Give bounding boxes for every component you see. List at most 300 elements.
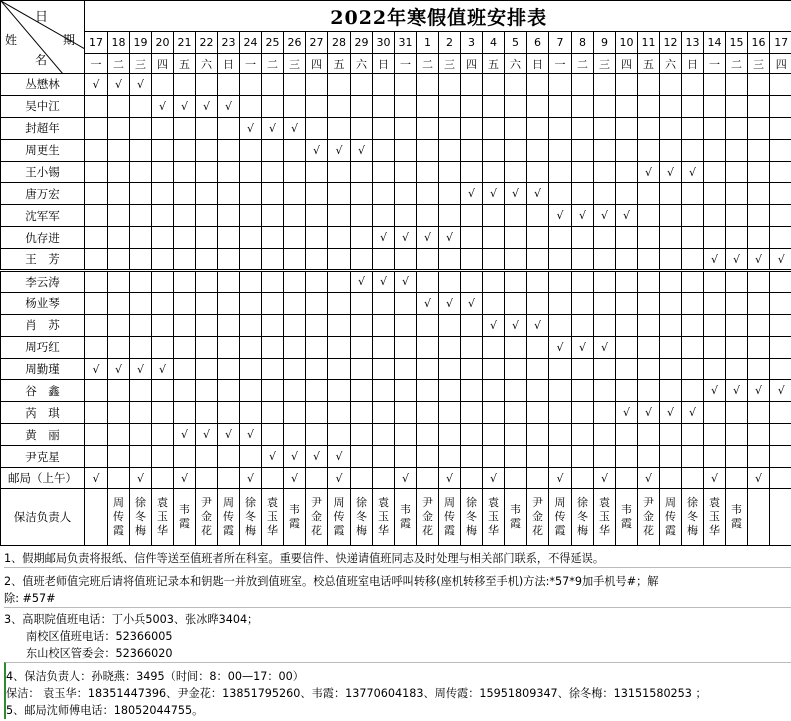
duty-cell <box>770 402 791 424</box>
duty-cell <box>351 249 373 271</box>
cleaning-person-name: 韦霞 <box>510 503 521 531</box>
staff-row <box>1 74 791 96</box>
duty-cell <box>85 161 108 183</box>
duty-check-mark: √ <box>218 95 240 117</box>
duty-cell <box>395 336 417 358</box>
duty-cell <box>351 227 373 249</box>
duty-cell <box>660 424 682 446</box>
date-cell: 6 <box>527 32 549 54</box>
duty-cell <box>218 205 240 227</box>
duty-cell <box>328 271 351 293</box>
staff-row <box>1 117 791 139</box>
cleaning-person <box>660 489 682 546</box>
duty-cell <box>549 139 572 161</box>
duty-cell <box>373 74 395 96</box>
duty-cell <box>505 271 527 293</box>
duty-cell <box>240 161 262 183</box>
duty-cell <box>395 205 417 227</box>
duty-cell <box>616 271 638 293</box>
cleaning-person <box>306 489 328 546</box>
duty-check-mark: √ <box>284 468 306 489</box>
duty-cell <box>483 74 505 96</box>
duty-cell <box>130 271 152 293</box>
duty-cell <box>638 271 660 293</box>
duty-cell <box>505 336 527 358</box>
cleaning-person-name: 韦霞 <box>289 503 300 531</box>
staff-row <box>1 314 791 336</box>
duty-cell <box>461 139 483 161</box>
weekday-cell: 六 <box>660 54 682 74</box>
duty-cell <box>284 380 306 402</box>
duty-cell <box>594 314 616 336</box>
duty-cell <box>726 292 748 314</box>
duty-cell <box>196 468 218 489</box>
duty-cell <box>748 205 770 227</box>
duty-cell <box>616 336 638 358</box>
weekday-cell: 五 <box>638 54 660 74</box>
duty-cell <box>284 183 306 205</box>
duty-check-mark: √ <box>770 380 791 402</box>
note-4-line-2: 保洁： 袁玉华：18351447396、尹金花：13851795260、韦霞：13770604183、周传霞：15951809347、徐冬梅：13151580253 ； <box>4 685 791 702</box>
date-cell: 29 <box>351 32 373 54</box>
cleaning-person-name: 周传霞 <box>554 496 566 538</box>
duty-cell <box>549 292 572 314</box>
duty-cell <box>439 424 461 446</box>
duty-cell <box>461 249 483 271</box>
duty-cell <box>549 183 572 205</box>
duty-cell <box>130 380 152 402</box>
staff-name: 尹克星 <box>1 446 85 468</box>
weekday-cell: 一 <box>395 54 417 74</box>
duty-cell <box>439 336 461 358</box>
duty-cell <box>417 424 439 446</box>
duty-check-mark: √ <box>130 358 152 380</box>
duty-cell <box>594 271 616 293</box>
duty-cell <box>130 446 152 468</box>
duty-cell <box>682 358 704 380</box>
duty-cell <box>218 402 240 424</box>
duty-cell <box>196 74 218 96</box>
duty-check-mark: √ <box>439 227 461 249</box>
duty-check-mark: √ <box>284 446 306 468</box>
staff-row <box>1 95 791 117</box>
duty-cell <box>660 205 682 227</box>
duty-cell <box>770 271 791 293</box>
duty-cell <box>770 183 791 205</box>
duty-cell <box>373 336 395 358</box>
duty-cell <box>174 161 196 183</box>
duty-cell <box>351 336 373 358</box>
duty-cell <box>174 117 196 139</box>
duty-cell <box>704 139 726 161</box>
duty-check-mark: √ <box>174 424 196 446</box>
staff-row <box>1 183 791 205</box>
duty-cell <box>660 249 682 271</box>
duty-cell <box>306 117 328 139</box>
duty-cell <box>373 117 395 139</box>
staff-row <box>1 227 791 249</box>
duty-check-mark: √ <box>549 205 572 227</box>
cleaning-person <box>152 489 174 546</box>
duty-cell <box>726 314 748 336</box>
duty-cell <box>748 271 770 293</box>
duty-cell <box>417 117 439 139</box>
duty-cell <box>196 139 218 161</box>
duty-cell <box>594 402 616 424</box>
duty-cell <box>594 292 616 314</box>
duty-cell <box>704 271 726 293</box>
duty-cell <box>373 139 395 161</box>
duty-cell <box>218 358 240 380</box>
duty-cell <box>262 424 284 446</box>
duty-cell <box>152 336 174 358</box>
duty-cell <box>549 74 572 96</box>
duty-cell <box>726 205 748 227</box>
duty-cell <box>306 95 328 117</box>
duty-cell <box>262 336 284 358</box>
weekday-cell: 四 <box>616 54 638 74</box>
weekday-cell: 四 <box>152 54 174 74</box>
duty-cell <box>262 292 284 314</box>
duty-cell <box>174 402 196 424</box>
duty-cell <box>682 424 704 446</box>
duty-cell <box>351 292 373 314</box>
cleaning-person <box>527 489 549 546</box>
duty-cell <box>549 271 572 293</box>
duty-cell <box>351 95 373 117</box>
duty-cell <box>108 336 130 358</box>
cleaning-person <box>373 489 395 546</box>
duty-cell <box>638 74 660 96</box>
duty-cell <box>306 358 328 380</box>
duty-cell <box>240 249 262 271</box>
corner-label-day: 日 <box>35 10 49 25</box>
duty-check-mark: √ <box>240 117 262 139</box>
duty-cell <box>130 336 152 358</box>
duty-cell <box>240 74 262 96</box>
date-cell: 14 <box>704 32 726 54</box>
duty-cell <box>660 446 682 468</box>
duty-cell <box>483 227 505 249</box>
duty-cell <box>572 402 594 424</box>
cleaning-person-name: 徐冬梅 <box>245 496 256 538</box>
duty-check-mark: √ <box>638 402 660 424</box>
duty-check-mark: √ <box>373 227 395 249</box>
duty-cell <box>152 380 174 402</box>
cleaning-person-name: 尹金花 <box>643 496 654 538</box>
weekday-cell: 二 <box>726 54 748 74</box>
duty-cell <box>726 183 748 205</box>
date-cell: 5 <box>505 32 527 54</box>
duty-cell <box>85 249 108 271</box>
duty-cell <box>549 249 572 271</box>
duty-check-mark: √ <box>85 74 108 96</box>
duty-cell <box>527 74 549 96</box>
duty-cell <box>616 227 638 249</box>
duty-cell <box>594 183 616 205</box>
duty-cell <box>351 117 373 139</box>
duty-check-mark: √ <box>572 205 594 227</box>
duty-check-mark: √ <box>240 468 262 489</box>
duty-cell <box>439 74 461 96</box>
weekday-cell: 一 <box>704 54 726 74</box>
cleaning-person-name: 徐冬梅 <box>466 496 477 538</box>
duty-cell <box>328 292 351 314</box>
note-3-line-3: 东山校区管委会：52366020 <box>26 647 173 661</box>
staff-name: 肖 苏 <box>1 314 85 336</box>
cleaning-person-name: 徐冬梅 <box>135 496 146 538</box>
weekday-cell: 六 <box>351 54 373 74</box>
cleaning-person-name: 周传霞 <box>665 496 676 538</box>
duty-cell <box>660 358 682 380</box>
duty-cell <box>770 74 791 96</box>
duty-cell <box>505 117 527 139</box>
duty-cell <box>395 424 417 446</box>
duty-cell <box>174 314 196 336</box>
duty-cell <box>152 292 174 314</box>
duty-check-mark: √ <box>594 336 616 358</box>
duty-cell <box>704 336 726 358</box>
date-cell: 18 <box>108 32 130 54</box>
duty-cell <box>417 95 439 117</box>
duty-cell <box>483 358 505 380</box>
duty-cell <box>85 402 108 424</box>
duty-cell <box>395 446 417 468</box>
weekday-cell: 一 <box>85 54 108 74</box>
duty-cell <box>748 95 770 117</box>
duty-cell <box>594 358 616 380</box>
cleaning-person <box>748 489 770 546</box>
duty-cell <box>328 358 351 380</box>
duty-check-mark: √ <box>108 358 130 380</box>
cleaning-person-name: 徐冬梅 <box>577 496 588 538</box>
cleaning-person <box>351 489 373 546</box>
duty-cell <box>483 446 505 468</box>
duty-cell <box>527 117 549 139</box>
duty-cell <box>748 139 770 161</box>
duty-cell <box>351 314 373 336</box>
duty-cell <box>373 161 395 183</box>
cleaning-person-name: 尹金花 <box>422 496 433 538</box>
staff-name: 杨业琴 <box>1 292 85 314</box>
date-cell: 11 <box>638 32 660 54</box>
duty-cell <box>572 117 594 139</box>
duty-cell <box>461 95 483 117</box>
duty-cell <box>483 292 505 314</box>
duty-cell <box>262 402 284 424</box>
duty-cell <box>483 424 505 446</box>
duty-cell <box>174 358 196 380</box>
duty-cell <box>174 380 196 402</box>
duty-cell <box>439 271 461 293</box>
duty-cell <box>284 402 306 424</box>
duty-cell <box>85 139 108 161</box>
duty-check-mark: √ <box>483 183 505 205</box>
cleaning-person-name: 韦霞 <box>731 503 742 531</box>
duty-check-mark: √ <box>483 314 505 336</box>
duty-cell <box>85 424 108 446</box>
cleaning-person <box>174 489 196 546</box>
duty-cell <box>638 205 660 227</box>
duty-cell <box>704 183 726 205</box>
cleaning-person <box>417 489 439 546</box>
duty-cell <box>196 380 218 402</box>
duty-cell <box>638 117 660 139</box>
duty-cell <box>770 292 791 314</box>
weekday-cell: 日 <box>373 54 395 74</box>
duty-cell <box>726 74 748 96</box>
duty-check-mark: √ <box>373 271 395 293</box>
duty-cell <box>395 139 417 161</box>
duty-cell <box>152 446 174 468</box>
duty-cell <box>505 358 527 380</box>
duty-cell <box>726 424 748 446</box>
duty-cell <box>439 183 461 205</box>
duty-cell <box>461 74 483 96</box>
duty-cell <box>373 380 395 402</box>
duty-check-mark: √ <box>682 161 704 183</box>
duty-cell <box>439 205 461 227</box>
corner-label-period: 期 <box>63 33 76 47</box>
duty-cell <box>108 380 130 402</box>
duty-cell <box>174 446 196 468</box>
duty-check-mark: √ <box>196 95 218 117</box>
date-cell: 23 <box>218 32 240 54</box>
duty-cell <box>218 446 240 468</box>
duty-cell <box>262 358 284 380</box>
duty-cell <box>85 227 108 249</box>
staff-name: 谷 鑫 <box>1 380 85 402</box>
cleaning-person-name: 周传霞 <box>223 496 234 538</box>
weekday-cell: 五 <box>174 54 196 74</box>
duty-cell <box>196 161 218 183</box>
duty-cell <box>704 446 726 468</box>
duty-cell <box>439 314 461 336</box>
duty-cell <box>770 468 791 489</box>
duty-cell <box>351 183 373 205</box>
duty-cell <box>218 117 240 139</box>
duty-cell <box>461 227 483 249</box>
duty-check-mark: √ <box>328 468 351 489</box>
duty-cell <box>616 161 638 183</box>
duty-cell <box>417 358 439 380</box>
duty-cell <box>218 161 240 183</box>
duty-cell <box>748 74 770 96</box>
duty-cell <box>549 358 572 380</box>
duty-cell <box>704 117 726 139</box>
duty-cell <box>262 183 284 205</box>
duty-cell <box>748 358 770 380</box>
duty-check-mark: √ <box>638 468 660 489</box>
duty-cell <box>196 402 218 424</box>
cleaning-person-name: 尹金花 <box>311 496 322 538</box>
note-3-line-1: 3、高职院值班电话：丁小兵5003、张冰晔3404； <box>4 607 791 628</box>
duty-cell <box>748 336 770 358</box>
staff-row <box>1 446 791 468</box>
cleaning-person-name: 徐冬梅 <box>356 496 367 538</box>
date-cell: 13 <box>682 32 704 54</box>
duty-cell <box>726 402 748 424</box>
date-cell: 25 <box>262 32 284 54</box>
duty-cell <box>572 314 594 336</box>
duty-check-mark: √ <box>85 358 108 380</box>
duty-cell <box>682 139 704 161</box>
duty-cell <box>726 95 748 117</box>
cleaning-person <box>196 489 218 546</box>
duty-cell <box>638 292 660 314</box>
date-cell: 17 <box>770 32 791 54</box>
cleaning-person-name: 袁玉华 <box>267 496 278 538</box>
page-title: 2022年寒假值班安排表 <box>85 1 791 32</box>
duty-cell <box>417 402 439 424</box>
duty-cell <box>174 74 196 96</box>
duty-cell <box>594 95 616 117</box>
duty-cell <box>549 161 572 183</box>
weekday-cell: 二 <box>572 54 594 74</box>
duty-cell <box>284 336 306 358</box>
date-cell: 22 <box>196 32 218 54</box>
duty-cell <box>439 380 461 402</box>
staff-row <box>1 336 791 358</box>
duty-cell <box>85 314 108 336</box>
notes-section <box>0 546 791 719</box>
duty-cell <box>328 314 351 336</box>
staff-row <box>1 468 791 489</box>
duty-cell <box>152 271 174 293</box>
date-cell: 31 <box>395 32 417 54</box>
duty-cell <box>726 161 748 183</box>
staff-row <box>1 402 791 424</box>
duty-cell <box>306 205 328 227</box>
cleaning-person <box>770 489 791 546</box>
duty-cell <box>770 139 791 161</box>
duty-cell <box>417 314 439 336</box>
duty-check-mark: √ <box>240 424 262 446</box>
staff-name: 王 芳 <box>1 249 85 271</box>
duty-cell <box>704 227 726 249</box>
staff-name: 沈军军 <box>1 205 85 227</box>
duty-cell <box>572 183 594 205</box>
duty-cell <box>527 271 549 293</box>
duty-cell <box>704 161 726 183</box>
duty-cell <box>748 183 770 205</box>
duty-cell <box>461 446 483 468</box>
note-3-line-2: 南校区值班电话：52366005 <box>26 630 173 644</box>
duty-check-mark: √ <box>638 161 660 183</box>
duty-cell <box>306 402 328 424</box>
duty-cell <box>505 139 527 161</box>
duty-cell <box>461 468 483 489</box>
date-cell: 17 <box>85 32 108 54</box>
duty-cell <box>638 227 660 249</box>
duty-cell <box>726 336 748 358</box>
date-cell: 2 <box>439 32 461 54</box>
duty-cell <box>616 358 638 380</box>
duty-cell <box>770 161 791 183</box>
duty-check-mark: √ <box>174 468 196 489</box>
duty-check-mark: √ <box>726 249 748 271</box>
duty-cell <box>306 380 328 402</box>
duty-cell <box>373 402 395 424</box>
date-cell: 1 <box>417 32 439 54</box>
duty-cell <box>328 74 351 96</box>
duty-cell <box>328 205 351 227</box>
duty-cell <box>351 380 373 402</box>
cleaning-label: 保洁负责人 <box>1 489 85 546</box>
cleaning-person-name: 袁玉华 <box>488 496 499 538</box>
duty-cell <box>682 74 704 96</box>
duty-check-mark: √ <box>306 446 328 468</box>
